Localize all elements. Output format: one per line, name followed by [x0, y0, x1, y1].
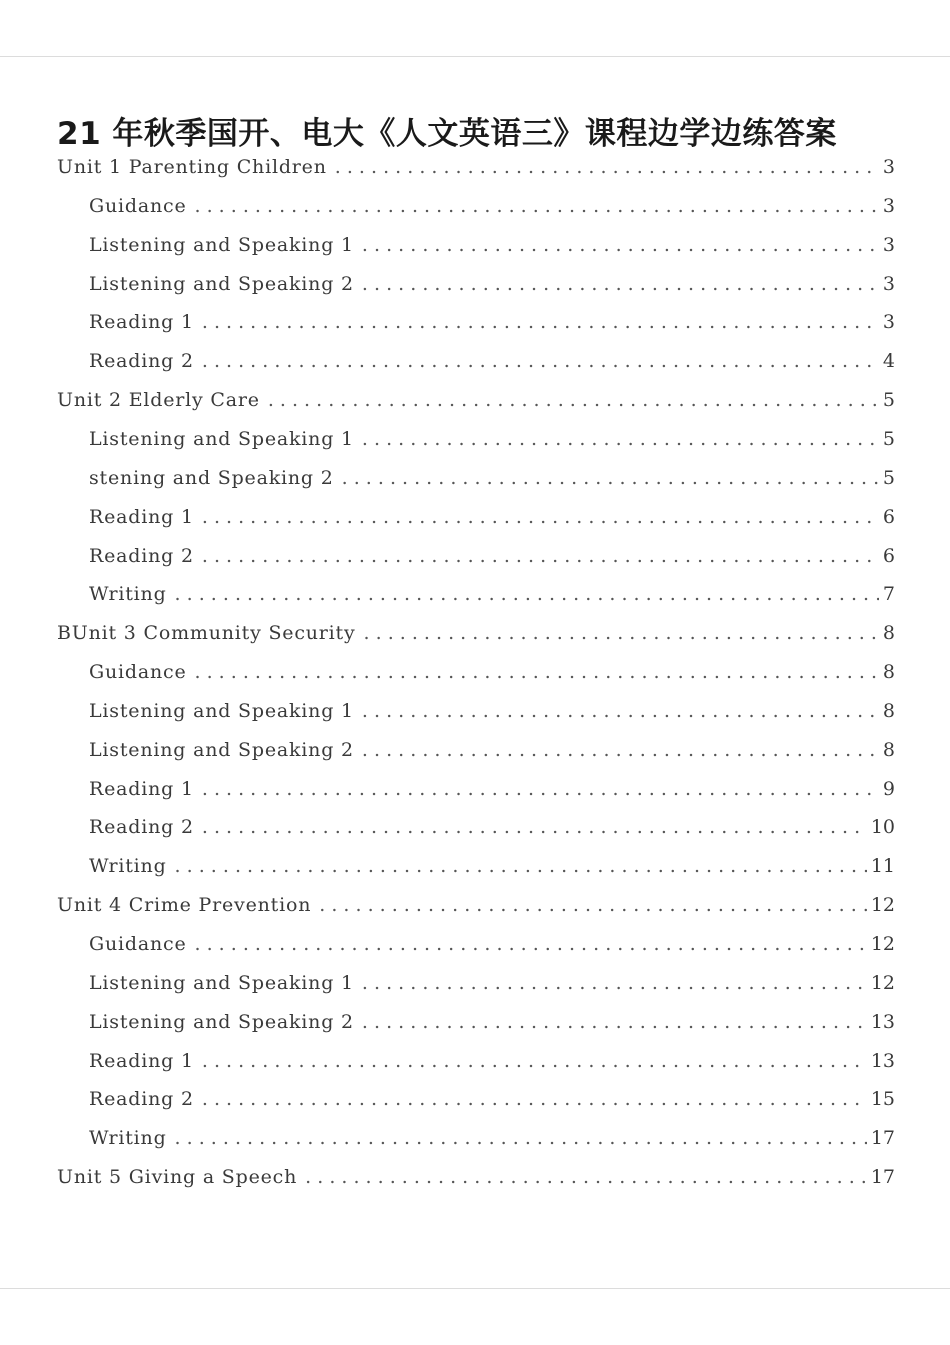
- toc-unit-entry[interactable]: [57, 622, 895, 661]
- toc-entry-label: Unit 4 Crime Prevention: [57, 894, 312, 917]
- toc-dot-leader: [362, 972, 867, 994]
- toc-section-entry[interactable]: [89, 972, 895, 1011]
- toc-page-number: 12: [870, 933, 895, 955]
- toc-entry-label: Listening and Speaking 1: [89, 971, 354, 994]
- toc-entry-label: Reading 1: [89, 505, 194, 528]
- toc-section-entry[interactable]: [89, 273, 895, 312]
- toc-unit-entry[interactable]: [57, 1166, 895, 1205]
- toc-dot-leader: [202, 778, 879, 800]
- toc-section-entry[interactable]: [89, 545, 895, 584]
- toc-dot-leader: [202, 545, 879, 567]
- toc-dot-leader: [362, 428, 879, 450]
- toc-page-number: 15: [870, 1088, 895, 1111]
- toc-entry-label: Unit 5 Giving a Speech: [57, 1166, 298, 1189]
- toc-unit-entry[interactable]: [57, 894, 895, 933]
- toc-section-entry[interactable]: [89, 350, 895, 389]
- toc-entry-label: Reading 1: [89, 1049, 194, 1072]
- toc-section-entry[interactable]: [89, 816, 895, 855]
- toc-page-number: 6: [882, 544, 895, 567]
- toc-page-number: 13: [870, 1010, 895, 1033]
- toc-section-entry[interactable]: [89, 583, 895, 622]
- toc-dot-leader: [175, 1127, 867, 1149]
- toc-section-entry[interactable]: [89, 195, 895, 234]
- toc-page-number: 6: [882, 505, 895, 528]
- toc-section-entry[interactable]: [89, 739, 895, 778]
- toc-section-entry[interactable]: [89, 1050, 895, 1089]
- toc-section-entry[interactable]: [89, 778, 895, 817]
- toc-dot-leader: [202, 506, 879, 528]
- toc-entry-label: Writing: [89, 1127, 167, 1150]
- toc-section-entry[interactable]: [89, 1088, 895, 1127]
- toc-entry-label: Guidance: [89, 194, 187, 217]
- toc-page-number: 17: [870, 1166, 895, 1189]
- toc-dot-leader: [202, 1050, 867, 1072]
- toc-entry-label: Unit 1 Parenting Children: [57, 156, 327, 178]
- toc-dot-leader: [342, 467, 879, 489]
- toc-entry-label: Reading 2: [89, 1088, 194, 1111]
- toc-dot-leader: [195, 661, 879, 683]
- toc-page-number: 3: [882, 233, 895, 256]
- toc-dot-leader: [202, 816, 867, 838]
- toc-entry-label: Guidance: [89, 661, 187, 684]
- toc-entry-label: Listening and Speaking 1: [89, 427, 354, 450]
- toc-dot-leader: [195, 195, 879, 217]
- toc-dot-leader: [268, 389, 879, 411]
- toc-page-number: 5: [882, 427, 895, 450]
- toc-dot-leader: [319, 894, 867, 916]
- toc-entry-label: Listening and Speaking 2: [89, 1010, 354, 1033]
- toc-page-number: 3: [882, 156, 895, 178]
- toc-dot-leader: [362, 739, 879, 761]
- top-divider: [0, 56, 950, 57]
- toc-dot-leader: [202, 1088, 867, 1110]
- toc-page-number: 8: [882, 738, 895, 761]
- toc-dot-leader: [362, 700, 879, 722]
- toc-dot-leader: [362, 234, 879, 256]
- toc-dot-leader: [335, 156, 879, 178]
- toc-unit-entry[interactable]: [57, 389, 895, 428]
- toc-dot-leader: [202, 311, 879, 333]
- toc-section-entry[interactable]: [89, 700, 895, 739]
- toc-entry-label: stening and Speaking 2: [89, 466, 334, 489]
- toc-page-number: 12: [870, 971, 895, 994]
- toc-unit-entry[interactable]: [57, 156, 895, 195]
- document-title: 21 年秋季国开、电大《人文英语三》课程边学边练答案: [57, 116, 837, 152]
- toc-page-number: 5: [882, 466, 895, 489]
- toc-page-number: 3: [882, 194, 895, 217]
- toc-entry-label: Listening and Speaking 1: [89, 233, 354, 256]
- toc-section-entry[interactable]: [89, 1011, 895, 1050]
- toc-section-entry[interactable]: [89, 311, 895, 350]
- toc-page-number: 17: [870, 1127, 895, 1150]
- toc-page-number: 8: [882, 622, 895, 645]
- toc-page-number: 8: [882, 699, 895, 722]
- toc-dot-leader: [364, 622, 879, 644]
- toc-section-entry[interactable]: [89, 428, 895, 467]
- toc-page-number: 5: [882, 389, 895, 412]
- toc-page-number: 11: [870, 855, 895, 878]
- toc-section-entry[interactable]: [89, 933, 895, 972]
- toc-page-number: 4: [882, 350, 895, 373]
- toc-entry-label: BUnit 3 Community Security: [57, 622, 356, 645]
- toc-page-number: 9: [882, 777, 895, 800]
- toc-entry-label: Unit 2 Elderly Care: [57, 389, 260, 412]
- toc-entry-label: Reading 2: [89, 544, 194, 567]
- toc-dot-leader: [362, 273, 879, 295]
- toc-dot-leader: [195, 933, 867, 955]
- toc-dot-leader: [202, 350, 879, 372]
- toc-page-number: 8: [882, 661, 895, 684]
- toc-dot-leader: [175, 855, 867, 877]
- toc-section-entry[interactable]: [89, 234, 895, 273]
- toc-section-entry[interactable]: [89, 661, 895, 700]
- toc-entry-label: Reading 2: [89, 350, 194, 373]
- toc-entry-label: Guidance: [89, 933, 187, 955]
- bottom-divider: [0, 1288, 950, 1289]
- toc-entry-label: Writing: [89, 583, 167, 606]
- toc-section-entry[interactable]: [89, 467, 895, 506]
- toc-entry-label: Writing: [89, 855, 167, 878]
- toc-section-entry[interactable]: [89, 855, 895, 894]
- toc-entry-label: Reading 2: [89, 816, 194, 839]
- toc-dot-leader: [305, 1166, 867, 1188]
- toc-page-number: 7: [882, 583, 895, 606]
- toc-dot-leader: [175, 583, 879, 605]
- toc-page-number: 10: [870, 816, 895, 839]
- toc-section-entry[interactable]: [89, 506, 895, 545]
- toc-section-entry[interactable]: [89, 1127, 895, 1166]
- toc-entry-label: Reading 1: [89, 777, 194, 800]
- toc-dot-leader: [362, 1011, 867, 1033]
- toc-page-number: 3: [882, 272, 895, 295]
- toc-entry-label: Listening and Speaking 2: [89, 272, 354, 295]
- toc-page-number: 12: [870, 894, 895, 917]
- toc-entry-label: Reading 1: [89, 311, 194, 334]
- toc-page-number: 3: [882, 311, 895, 334]
- toc-page-number: 13: [870, 1049, 895, 1072]
- toc-entry-label: Listening and Speaking 2: [89, 738, 354, 761]
- toc-entry-label: Listening and Speaking 1: [89, 699, 354, 722]
